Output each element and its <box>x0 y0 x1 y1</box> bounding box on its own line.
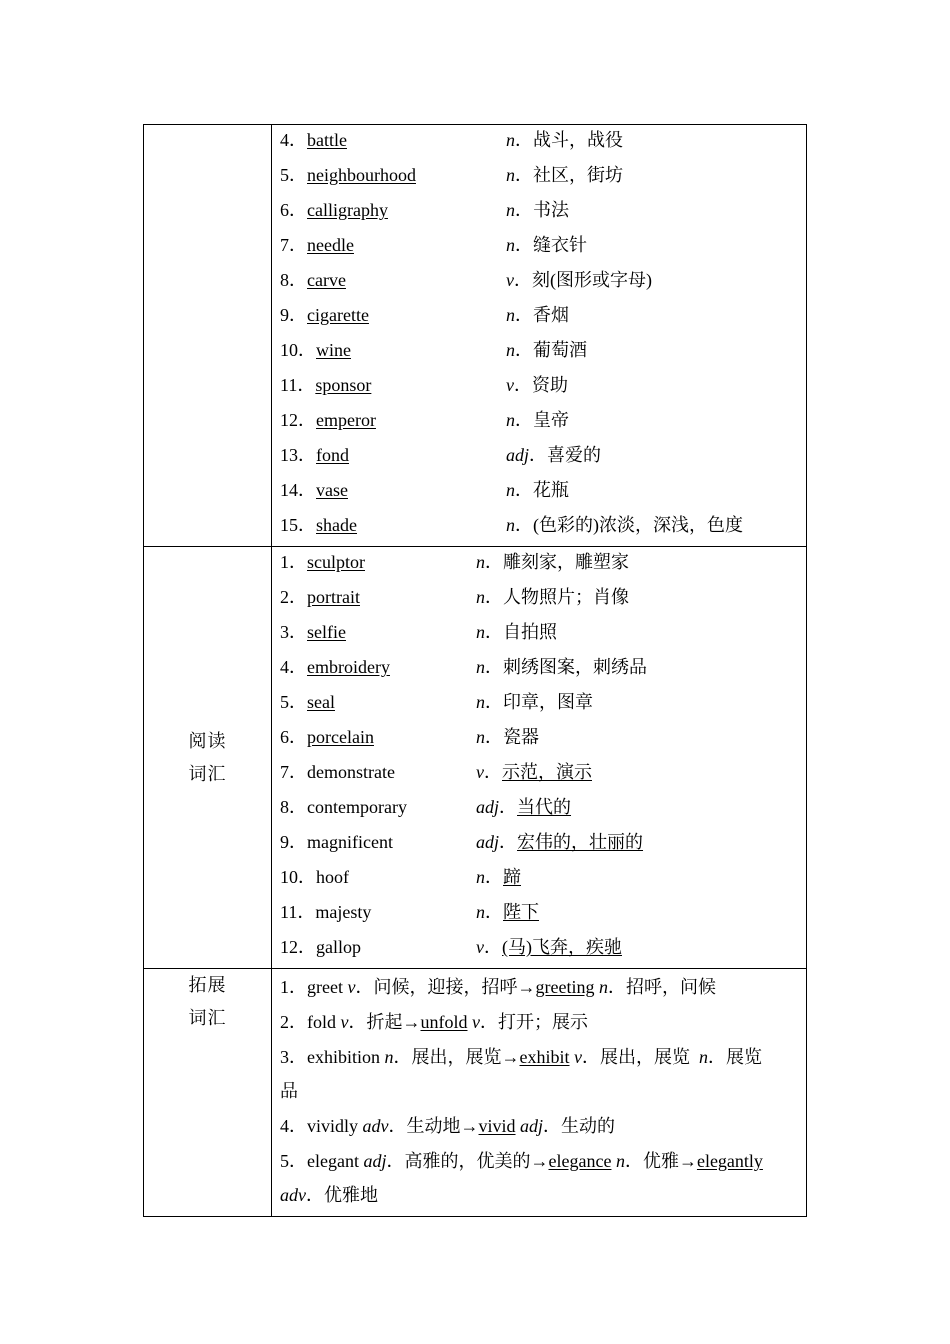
item-number: 5． <box>280 692 307 712</box>
meaning: 皇帝 <box>533 410 569 430</box>
meaning: 展出，展览 <box>411 1047 502 1067</box>
list-item <box>280 336 798 371</box>
part-of-speech: v <box>506 270 514 290</box>
headword-cell <box>280 548 476 583</box>
meaning: 印章，图章 <box>503 692 593 712</box>
section-reading-vocab <box>144 547 807 969</box>
headword-cell <box>280 196 506 231</box>
meaning: 生动的 <box>561 1116 616 1136</box>
item-line-1: 3．exhibition n．展出，展览→exhibit v．展出，展览 n．展览 <box>280 1047 762 1067</box>
part-of-speech: n <box>506 410 515 430</box>
part-of-speech: n <box>506 130 515 150</box>
item-number: 4． <box>280 130 307 150</box>
answer-word: elegantly <box>696 1151 763 1171</box>
part-of-speech: adj <box>476 797 500 817</box>
answer-word: unfold <box>420 1012 468 1032</box>
item-number: 5． <box>280 165 307 185</box>
headword-cell <box>280 723 476 758</box>
list-item <box>280 653 798 688</box>
definition-cell: v．示范，演示 <box>476 762 592 782</box>
extended-list <box>272 969 806 1216</box>
headword-cell <box>280 583 476 618</box>
list-item <box>280 301 798 336</box>
part-of-speech: adv <box>280 1185 306 1205</box>
definition-cell: n．香烟 <box>506 305 569 325</box>
section-label <box>144 969 271 1035</box>
item-number: 4． <box>280 657 307 677</box>
headword: majesty <box>315 902 372 922</box>
headword: demonstrate <box>307 762 395 782</box>
item-number: 3． <box>280 622 307 642</box>
headword-cell <box>280 476 506 511</box>
headword-cell <box>280 126 506 161</box>
headword-cell <box>280 441 506 476</box>
definition-cell: n．花瓶 <box>506 480 569 500</box>
item-number: 5． <box>280 1151 307 1171</box>
headword: magnificent <box>307 832 393 852</box>
part-of-speech: v <box>574 1047 582 1067</box>
headword: emperor <box>316 410 376 430</box>
definition-cell: adj．喜爱的 <box>506 445 602 465</box>
definition-cell: adj．当代的 <box>476 797 572 817</box>
definition-cell: n．皇帝 <box>506 410 569 430</box>
meaning: 瓷器 <box>503 727 539 747</box>
meaning: 宏伟的，壮丽的 <box>517 832 644 852</box>
item-number: 1． <box>280 977 307 997</box>
part-of-speech: v <box>340 1012 349 1032</box>
headword-cell <box>280 688 476 723</box>
part-of-speech: n <box>476 902 485 922</box>
list-item <box>280 1039 798 1108</box>
item-number: 8． <box>280 270 307 290</box>
meaning: (色彩的)浓淡，深浅，色度 <box>533 515 743 535</box>
meaning: 人物照片；肖像 <box>503 587 629 607</box>
item-number: 4． <box>280 1116 307 1136</box>
headword: sponsor <box>315 375 372 395</box>
list-item <box>280 511 798 546</box>
headword-cell <box>280 301 506 336</box>
answer-word: exhibit <box>519 1047 570 1067</box>
part-of-speech: v <box>347 977 356 997</box>
headword-cell <box>280 898 476 933</box>
list-item <box>280 723 798 758</box>
list-item <box>280 933 798 968</box>
meaning: 品 <box>280 1081 298 1101</box>
section-list-cell <box>272 125 807 547</box>
section-list-cell <box>272 969 807 1217</box>
item-number: 6． <box>280 200 307 220</box>
part-of-speech: n <box>476 867 485 887</box>
item-line-1: 5．elegant adj．高雅的，优美的→elegance n．优雅→elegantly <box>280 1151 763 1171</box>
headword: portrait <box>307 587 360 607</box>
headword: needle <box>307 235 354 255</box>
definition-cell: n．社区，街坊 <box>506 165 623 185</box>
item-number: 11． <box>280 375 316 395</box>
headword-cell <box>280 161 506 196</box>
arrow: → <box>402 1012 421 1032</box>
meaning: 展出，展览 <box>600 1047 690 1067</box>
meaning: 自拍照 <box>503 622 557 642</box>
part-of-speech: n <box>615 1151 625 1171</box>
headword-cell <box>280 758 476 793</box>
part-of-speech: adj <box>520 1116 544 1136</box>
list-item <box>280 441 798 476</box>
definition-cell: n．刺绣图案，刺绣品 <box>476 657 647 677</box>
headword: embroidery <box>307 657 390 677</box>
answer-word: vivid <box>478 1116 516 1136</box>
item-line-2 <box>280 1074 798 1108</box>
meaning: 生动地 <box>406 1116 461 1136</box>
headword: elegant <box>307 1151 359 1171</box>
item-number: 2． <box>280 587 307 607</box>
part-of-speech: n <box>384 1047 394 1067</box>
list-item <box>280 828 798 863</box>
headword: battle <box>307 130 347 150</box>
headword: exhibition <box>307 1047 380 1067</box>
headword: seal <box>307 692 335 712</box>
headword-cell <box>280 653 476 688</box>
headword: vividly <box>307 1116 359 1136</box>
meaning: 喜爱的 <box>547 445 602 465</box>
list-item: 1．greet v．问候，迎接，招呼→greeting n．招呼，问候 <box>280 977 716 997</box>
section-label-cell <box>144 125 272 547</box>
meaning: 书法 <box>533 200 569 220</box>
headword: shade <box>316 515 357 535</box>
part-of-speech: v <box>506 375 514 395</box>
arrow: → <box>678 1151 697 1171</box>
part-of-speech: n <box>476 657 485 677</box>
item-line-2: adv．优雅地 <box>280 1185 378 1205</box>
list-item <box>280 196 798 231</box>
item-number: 6． <box>280 727 307 747</box>
headword-cell <box>280 371 506 406</box>
arrow: → <box>460 1116 479 1136</box>
label-line-1: 阅读 <box>188 730 227 751</box>
headword-cell <box>280 266 506 301</box>
definition-cell: n．雕刻家，雕塑家 <box>476 552 629 572</box>
section-list-cell <box>272 547 807 969</box>
arrow: → <box>517 977 536 997</box>
section-core-vocab <box>144 125 807 547</box>
part-of-speech: n <box>476 552 485 572</box>
list-item <box>280 371 798 406</box>
definition-cell: v．资助 <box>506 375 568 395</box>
headword: calligraphy <box>307 200 388 220</box>
definition-cell: n．缝衣针 <box>506 235 587 255</box>
meaning: 优雅 <box>642 1151 679 1171</box>
list-item <box>280 618 798 653</box>
list-item <box>280 266 798 301</box>
meaning: 当代的 <box>517 797 572 817</box>
headword: greet <box>307 977 343 997</box>
item-number: 12． <box>280 410 316 430</box>
definition-cell: n．战斗，战役 <box>506 130 623 150</box>
headword: fold <box>307 1012 336 1032</box>
headword-cell <box>280 406 506 441</box>
item-number: 3． <box>280 1047 307 1067</box>
meaning: 示范，演示 <box>502 762 592 782</box>
answer-word: greeting <box>535 977 595 997</box>
item-number: 15． <box>280 515 316 535</box>
item-number: 9． <box>280 305 307 325</box>
answer-word: elegance <box>548 1151 612 1171</box>
arrow: → <box>501 1047 520 1067</box>
meaning: 香烟 <box>533 305 569 325</box>
headword: hoof <box>316 867 349 887</box>
headword-cell <box>280 828 476 863</box>
definition-cell: n．人物照片；肖像 <box>476 587 629 607</box>
label-line-2: 词汇 <box>188 1008 227 1028</box>
list-item: 2．fold v．折起→unfold v．打开；展示 <box>280 1012 588 1032</box>
section-extended-vocab <box>144 969 807 1217</box>
vocabulary-table <box>143 124 807 1217</box>
meaning: 招呼，问候 <box>625 977 716 997</box>
label-line-2: 词汇 <box>188 763 227 784</box>
item-number: 7． <box>280 762 307 782</box>
headword: carve <box>307 270 346 290</box>
headword-cell <box>280 618 476 653</box>
label-line-1: 拓展 <box>188 975 227 995</box>
meaning: 刺绣图案，刺绣品 <box>503 657 647 677</box>
meaning: 展览 <box>726 1047 762 1067</box>
part-of-speech: n <box>506 165 515 185</box>
part-of-speech: v <box>476 937 484 957</box>
item-number: 13． <box>280 445 316 465</box>
part-of-speech: n <box>598 977 608 997</box>
item-number: 7． <box>280 235 307 255</box>
list-item <box>280 161 798 196</box>
list-item <box>280 231 798 266</box>
item-number: 9． <box>280 832 307 852</box>
list-item: 4．vividly adv．生动地→vivid adj．生动的 <box>280 1116 616 1136</box>
definition-cell: n．自拍照 <box>476 622 557 642</box>
word-list <box>272 547 806 968</box>
list-item <box>280 406 798 441</box>
list-item <box>280 688 798 723</box>
part-of-speech: v <box>472 1012 480 1032</box>
meaning: 雕刻家，雕塑家 <box>503 552 629 572</box>
meaning: (马)飞奔，疾驰 <box>502 937 622 957</box>
item-number: 8． <box>280 797 307 817</box>
meaning: 蹄 <box>503 867 521 887</box>
list-item <box>280 863 798 898</box>
list-item <box>280 898 798 933</box>
headword-cell <box>280 336 506 371</box>
part-of-speech: n <box>506 235 515 255</box>
part-of-speech: n <box>476 692 485 712</box>
item-number: 12． <box>280 937 316 957</box>
definition-cell: v．刻(图形或字母) <box>506 270 652 290</box>
definition-cell: n．书法 <box>506 200 569 220</box>
part-of-speech: n <box>476 622 485 642</box>
list-item <box>280 1143 798 1212</box>
list-item <box>280 476 798 511</box>
meaning: 陛下 <box>503 902 539 922</box>
list-item <box>280 583 798 618</box>
headword: fond <box>316 445 349 465</box>
meaning: 葡萄酒 <box>533 340 587 360</box>
section-label-cell <box>144 547 272 969</box>
arrow: → <box>530 1151 549 1171</box>
item-number: 2． <box>280 1012 307 1032</box>
part-of-speech: adj <box>506 445 530 465</box>
part-of-speech: n <box>506 340 515 360</box>
headword-cell <box>280 511 506 546</box>
headword-cell <box>280 933 476 968</box>
headword-cell <box>280 793 476 828</box>
part-of-speech: adv <box>362 1116 389 1136</box>
part-of-speech: n <box>476 727 485 747</box>
part-of-speech: n <box>506 480 515 500</box>
headword: porcelain <box>307 727 374 747</box>
part-of-speech: n <box>506 515 515 535</box>
item-number: 1． <box>280 552 307 572</box>
meaning: 折起 <box>366 1012 403 1032</box>
headword: vase <box>316 480 348 500</box>
definition-cell: n．瓷器 <box>476 727 539 747</box>
definition-cell: n．葡萄酒 <box>506 340 587 360</box>
section-label <box>144 725 271 791</box>
item-number: 10． <box>280 340 316 360</box>
headword: selfie <box>307 622 346 642</box>
headword-cell <box>280 863 476 898</box>
definition-cell: adj．宏伟的，壮丽的 <box>476 832 644 852</box>
definition-cell: n．(色彩的)浓淡，深浅，色度 <box>506 515 743 535</box>
part-of-speech: v <box>476 762 484 782</box>
item-number: 11． <box>280 902 316 922</box>
part-of-speech: n <box>506 200 515 220</box>
section-label-cell <box>144 969 272 1217</box>
headword: sculptor <box>307 552 365 572</box>
word-list <box>272 125 806 546</box>
item-number: 14． <box>280 480 316 500</box>
headword: gallop <box>316 937 361 957</box>
definition-cell: n．蹄 <box>476 867 521 887</box>
definition-cell: n．陛下 <box>476 902 539 922</box>
meaning: 战斗，战役 <box>533 130 623 150</box>
list-item <box>280 548 798 583</box>
list-item <box>280 758 798 793</box>
headword: contemporary <box>307 797 407 817</box>
meaning: 刻(图形或字母) <box>532 270 652 290</box>
item-number: 10． <box>280 867 316 887</box>
part-of-speech: adj <box>476 832 500 852</box>
definition-cell: n．印章，图章 <box>476 692 593 712</box>
headword: neighbourhood <box>307 165 416 185</box>
part-of-speech: n <box>506 305 515 325</box>
meaning: 优雅地 <box>324 1185 378 1205</box>
meaning: 高雅的，优美的 <box>404 1151 531 1171</box>
part-of-speech: n <box>699 1047 708 1067</box>
meaning: 问候，迎接，招呼 <box>373 977 518 997</box>
meaning: 社区，街坊 <box>533 165 623 185</box>
list-item <box>280 793 798 828</box>
meaning: 花瓶 <box>533 480 569 500</box>
part-of-speech: adj <box>363 1151 387 1171</box>
part-of-speech: n <box>476 587 485 607</box>
definition-cell: v．(马)飞奔，疾驰 <box>476 937 622 957</box>
headword: wine <box>316 340 351 360</box>
meaning: 资助 <box>532 375 568 395</box>
meaning: 打开；展示 <box>498 1012 588 1032</box>
headword-cell <box>280 231 506 266</box>
headword: cigarette <box>307 305 369 325</box>
list-item <box>280 126 798 161</box>
meaning: 缝衣针 <box>533 235 587 255</box>
